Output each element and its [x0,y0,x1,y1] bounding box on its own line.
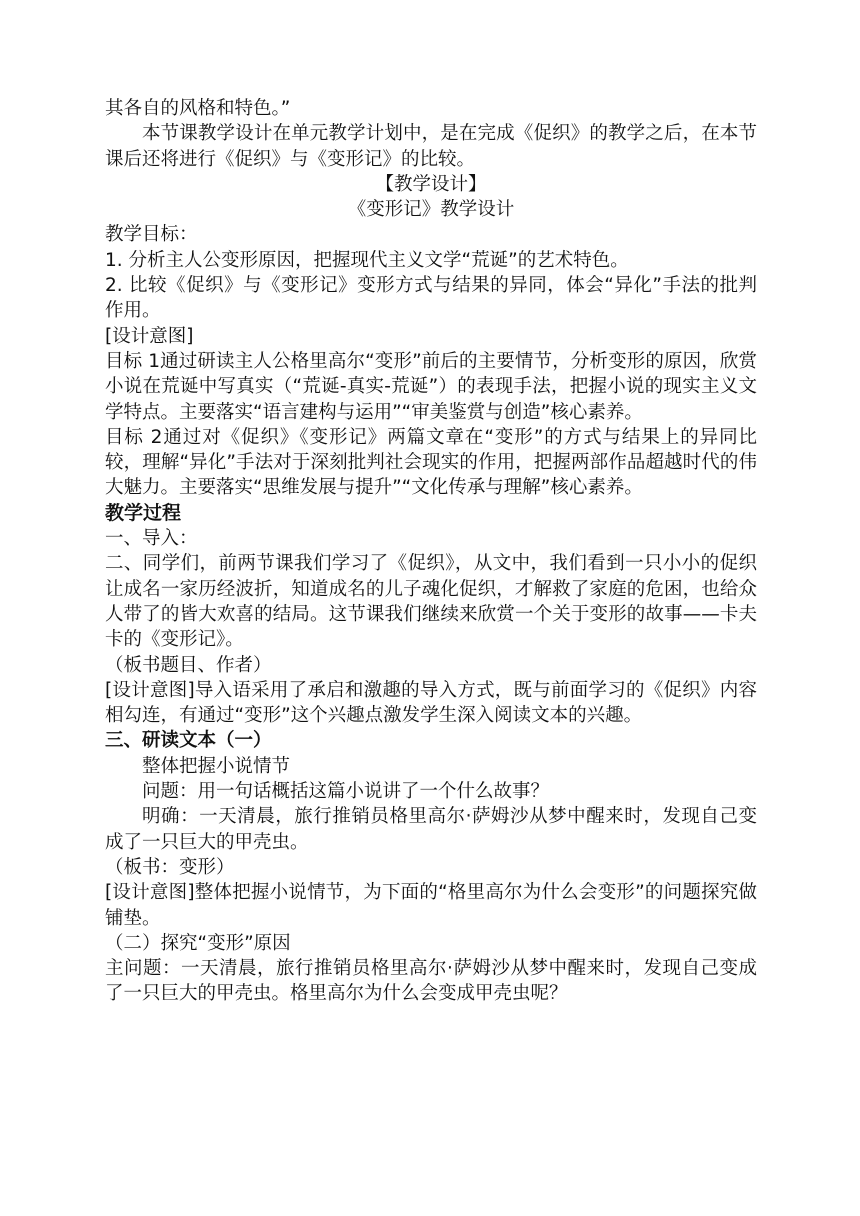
design-intent-label: [设计意图] [105,325,194,347]
goals-label: 教学目标： [105,224,198,246]
design-intent-intro: [设计意图]导入语采用了承启和激趣的导入方式，既与前面学习的《促织》内容相勾连，有通过“变形”这个兴趣点激发学生深入阅读文本的兴趣。 [105,679,757,727]
intro-plan-paragraph: 本节课教学设计在单元教学计划中，是在完成《促织》的教学之后，在本节课后还将进行《促织》与《变形记》的比较。 [105,123,757,170]
design-intent-plot: [设计意图]整体把握小说情节，为下面的“格里高尔为什么会变形”的问题探究做铺垫。 [105,882,757,929]
design-heading: 【教学设计】 [375,173,487,195]
intro-continuation: 其各自的风格和特色。” [105,98,291,119]
step-intro: 一、导入： [105,528,198,550]
question-summary: 问题：用一句话概括这篇小说讲了一个什么故事？ [142,781,550,803]
subsection-transform-cause: （二）探究“变形”原因 [105,932,291,954]
main-question: 主问题：一天清晨，旅行推销员格里高尔·萨姆沙从梦中醒来时，发现自己变成了一只巨大的甲壳虫。格里高尔为什么会变成甲壳虫呢？ [105,958,757,1005]
design-intent-goal-1: 目标 1通过研读主人公格里高尔“变形”前后的主要情节，分析变形的原因，欣赏小说在荒诞中写真实（“荒诞-真实-荒诞”）的表现手法，把握小说的现实主义文学特点。主要落实“语言建构与运用”“审美鉴赏与创造”核心素养。 [105,350,757,423]
overall-grasp-label: 整体把握小说情节 [142,755,291,777]
design-title: 《变形记》教学设计 [347,199,515,221]
process-heading: 教学过程 [105,501,182,524]
goal-item-1: 1. 分析主人公变形原因，把握现代主义文学“荒诞”的艺术特色。 [105,249,629,271]
goal-item-2: 2. 比较《促织》与《变形记》变形方式与结果的异同，体会“异化”手法的批判作用。 [105,275,757,322]
board-note-title: （板书题目、作者） [105,654,272,676]
design-intent-goal-2: 目标 2通过对《促织》《变形记》两篇文章在“变形”的方式与结果上的异同比较，理解“异化”手法对于深刻批判社会现实的作用，把握两部作品超越时代的伟大魅力。主要落实“思维发展与提升”“文化传承与理解”核心素养。 [105,426,757,499]
board-note-transform: （板书：变形） [105,856,235,878]
document-page [105,96,757,1007]
section-heading-study-text: 三、研读文本（一） [105,730,272,752]
answer-summary: 明确：一天清晨，旅行推销员格里高尔·萨姆沙从梦中醒来时，发现自己变成了一只巨大的甲壳虫。 [105,806,757,853]
step-lead-in-paragraph: 二、同学们，前两节课我们学习了《促织》，从文中，我们看到一只小小的促织让成名一家历经波折，知道成名的儿子魂化促织，才解救了家庭的危困，也给众人带了的皆大欢喜的结局。这节课我们继续来欣赏一个关于变形的故事——卡夫卡的《变形记》。 [105,553,757,651]
